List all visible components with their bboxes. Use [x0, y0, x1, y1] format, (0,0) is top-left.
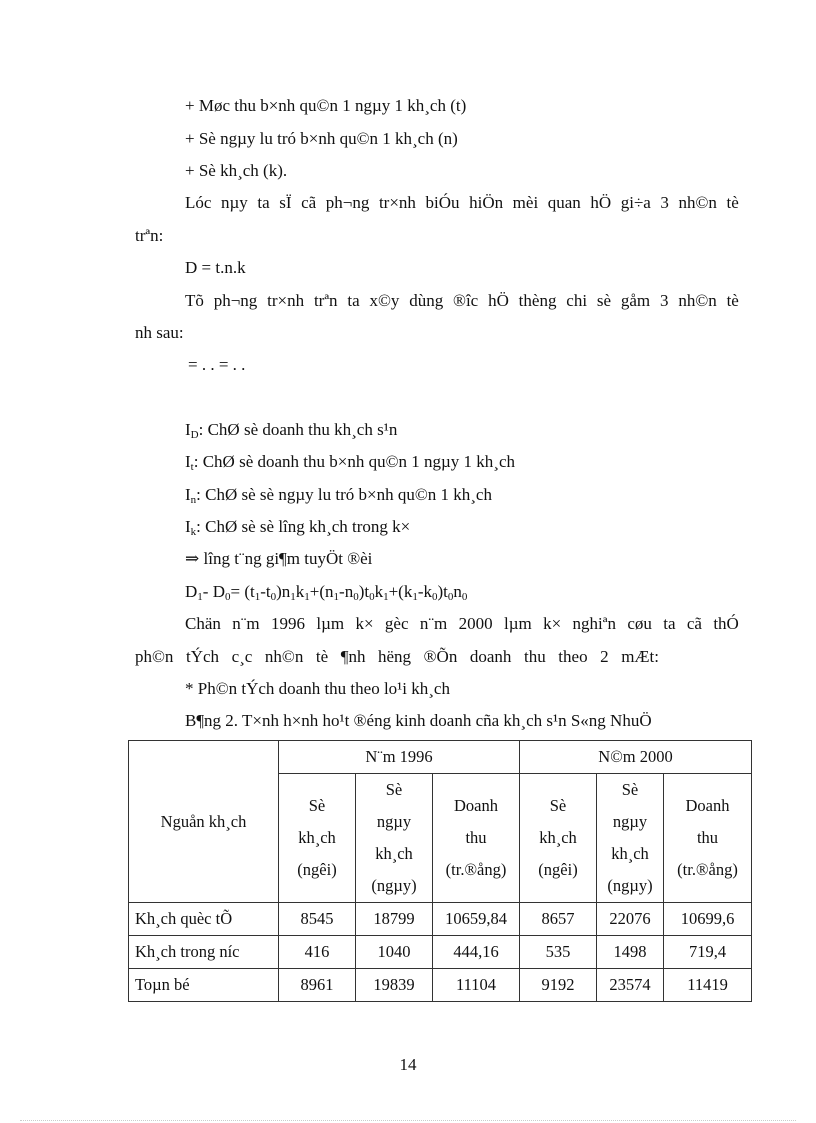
word: c¸c: [231, 647, 253, 666]
table-cell: 444,16: [433, 936, 520, 969]
subheader-text: kh¸ch: [375, 844, 413, 863]
text-line-1: + Møc thu b×nh qu©n 1 ngµy 1 kh¸ch (t): [185, 96, 467, 115]
subheader-cell: [279, 774, 356, 903]
word: biÓu: [425, 193, 460, 212]
word: nh©n: [678, 291, 717, 310]
word: x©y: [369, 291, 400, 310]
table-cell: 18799: [356, 903, 433, 936]
word: ph¬ng: [325, 193, 370, 212]
table-row: [129, 969, 752, 1002]
index-line-t: $I_t$: ChØ sè doanh thu b×nh qu©n 1 ngµy 1 kh¸ch: [185, 452, 516, 473]
word: sè: [596, 291, 612, 310]
table-row: [129, 903, 752, 936]
word: hëng: [378, 647, 412, 666]
text-line-6a: [185, 291, 739, 311]
subheader-text: Doanh: [685, 796, 730, 815]
index-line-d: $I_D$: ChØ sè doanh thu kh¸ch s¹n: [185, 420, 398, 441]
page-number: 14: [399, 1055, 417, 1074]
word: quan: [547, 193, 581, 212]
word: nh©n: [264, 647, 304, 666]
word: n¨m: [419, 614, 448, 633]
word: chi: [566, 291, 588, 310]
table-cell: 8657: [520, 903, 597, 936]
word: ¶nh: [340, 647, 366, 666]
subheader-cell: [664, 774, 752, 903]
word: k×: [543, 614, 562, 633]
index-k-text: : ChØ sè sè lîng kh¸ch trong k×: [196, 517, 411, 536]
word: 2: [600, 647, 609, 666]
subheader-text: ngµy: [612, 812, 648, 831]
word: thèng: [518, 291, 557, 310]
word: nµy: [221, 193, 248, 212]
row-label: Toµn bé: [129, 969, 279, 1002]
subheader-text: Sè: [385, 780, 403, 799]
table-cell: 10659,84: [433, 903, 520, 936]
subheader-cell: [433, 774, 520, 903]
subheader-text: Sè: [308, 796, 326, 815]
subheader-text: kh¸ch: [298, 828, 336, 847]
text-line-5: D = t.n.k: [185, 258, 246, 277]
row-label: Kh¸ch quèc tÕ: [129, 903, 279, 936]
table-cell: 11419: [664, 969, 752, 1002]
word: ph©n: [135, 647, 174, 666]
subheader-cell: [356, 774, 433, 903]
word: nghiªn: [572, 614, 616, 633]
index-n-text: : ChØ sè sè ngµy lu tró b×nh qu©n 1 kh¸ch: [196, 485, 492, 504]
table-cell: 11104: [433, 969, 520, 1002]
word: hiÖn: [469, 193, 504, 212]
text-line-4b: trªn:: [135, 226, 164, 245]
table-caption: B¶ng 2. T×nh h×nh ho¹t ®éng kinh doanh cña kh¸ch s¹n S«ng NhuÖ: [185, 711, 652, 730]
table-cell: 1040: [356, 936, 433, 969]
word: Chän: [185, 614, 221, 633]
subheader-text: Sè: [621, 780, 639, 799]
word: sÏ: [279, 193, 292, 212]
word: hÖ: [488, 291, 509, 310]
word: ta: [347, 291, 360, 310]
word: tè: [315, 647, 329, 666]
word: cã: [686, 614, 702, 633]
text-line-4a: [185, 193, 739, 213]
table-cell: 8545: [279, 903, 356, 936]
index-t-text: : ChØ sè doanh thu b×nh qu©n 1 ngµy 1 kh¸ch: [193, 452, 516, 471]
word: doanh: [469, 647, 512, 666]
table-cell: 8961: [279, 969, 356, 1002]
table-row: [129, 936, 752, 969]
word: Lóc: [185, 193, 212, 212]
table-cell: 535: [520, 936, 597, 969]
table-cell: 9192: [520, 969, 597, 1002]
table-cell: 22076: [597, 903, 664, 936]
word: tÝch: [185, 647, 220, 666]
index-line-k: $I_k$: ChØ sè sè lîng kh¸ch trong k×: [185, 517, 411, 538]
word: nh©n: [678, 193, 717, 212]
word: 3: [660, 291, 669, 310]
text-line-3: + Sè kh¸ch (k).: [185, 161, 288, 180]
word: 1996: [271, 614, 305, 633]
formula-line: = . . = . .: [188, 355, 246, 374]
table-cell: 23574: [597, 969, 664, 1002]
text-line-14a: [185, 614, 739, 634]
index-line-n: $I_n$: ChØ sè sè ngµy lu tró b×nh qu©n 1 kh¸ch: [185, 485, 492, 506]
word: ®îc: [453, 291, 479, 310]
subheader-text: kh¸ch: [539, 828, 577, 847]
word: ®Õn: [423, 647, 458, 666]
subheader-text: (ngµy): [371, 876, 417, 895]
table-cell: 719,4: [664, 936, 752, 969]
footer-rule: [20, 1120, 796, 1121]
subheader-text: kh¸ch: [611, 844, 649, 863]
word: thÓ: [713, 614, 739, 633]
text-line-2: + Sè ngµy lu tró b×nh qu©n 1 kh¸ch (n): [185, 129, 458, 148]
word: k×: [355, 614, 374, 633]
word: mÆt:: [621, 647, 659, 666]
table-cell: 10699,6: [664, 903, 752, 936]
word: tr×nh: [267, 291, 305, 310]
word: cã: [301, 193, 317, 212]
equation-line: $D_1-$ $D_0= (t_1-t_0)n_1k_1+(n_1-n_0)t_0k_1+(k_1-k_0)t_0n_0$: [185, 582, 468, 603]
row-label: Kh¸ch trong níc: [129, 936, 279, 969]
word: tr×nh: [378, 193, 416, 212]
subheader-text: (ngêi): [538, 860, 578, 879]
text-line-15: * Ph©n tÝch doanh thu theo lo¹i kh¸ch: [185, 679, 450, 698]
word: dùng: [409, 291, 444, 310]
word: gèc: [384, 614, 409, 633]
subheader-text: thu: [465, 828, 487, 847]
subheader-text: Sè: [549, 796, 567, 815]
subheader-cell: [520, 774, 597, 903]
word: gåm: [620, 291, 651, 310]
table-cell: 416: [279, 936, 356, 969]
word: tè: [726, 193, 739, 212]
subheader-text: (tr.®ång): [677, 860, 738, 879]
word: ta: [257, 193, 270, 212]
word: 2000: [458, 614, 493, 633]
word: ph¬ng: [213, 291, 258, 310]
word: n¨m: [232, 614, 260, 633]
table-cell: 1498: [597, 936, 664, 969]
index-d-text: : ChØ sè doanh thu kh¸ch s¹n: [198, 420, 398, 439]
subheader-text: Doanh: [454, 796, 498, 815]
word: trªn: [313, 291, 338, 310]
subheader-text: (tr.®ång): [445, 860, 507, 879]
text-line-6b: nh sau:: [135, 323, 184, 342]
word: lµm: [316, 614, 345, 633]
text-line-12: ⇒ lîng t¨ng gi¶m tuyÖt ®èi: [185, 549, 373, 568]
subheader-text: thu: [696, 828, 719, 847]
subheader-cell: [597, 774, 664, 903]
header-year-2000: N©m 2000: [520, 741, 752, 774]
data-table: [128, 740, 752, 1002]
header-year-1996: N¨m 1996: [279, 741, 520, 774]
word: mèi: [512, 193, 539, 212]
word: Tõ: [185, 291, 204, 310]
header-source: Nguån kh¸ch: [129, 741, 279, 903]
word: 3: [660, 193, 669, 212]
word: theo: [558, 647, 588, 666]
word: gi÷a: [620, 193, 651, 212]
word: hÖ: [590, 193, 612, 212]
text-line-14b: [135, 647, 659, 667]
word: thu: [524, 647, 546, 666]
subheader-text: (ngêi): [297, 860, 337, 879]
word: lµm: [503, 614, 532, 633]
subheader-text: ngµy: [376, 812, 412, 831]
word: cøu: [627, 614, 652, 633]
word: tè: [726, 291, 739, 310]
word: ta: [663, 614, 676, 633]
subheader-text: (ngµy): [607, 876, 653, 895]
table-cell: 19839: [356, 969, 433, 1002]
